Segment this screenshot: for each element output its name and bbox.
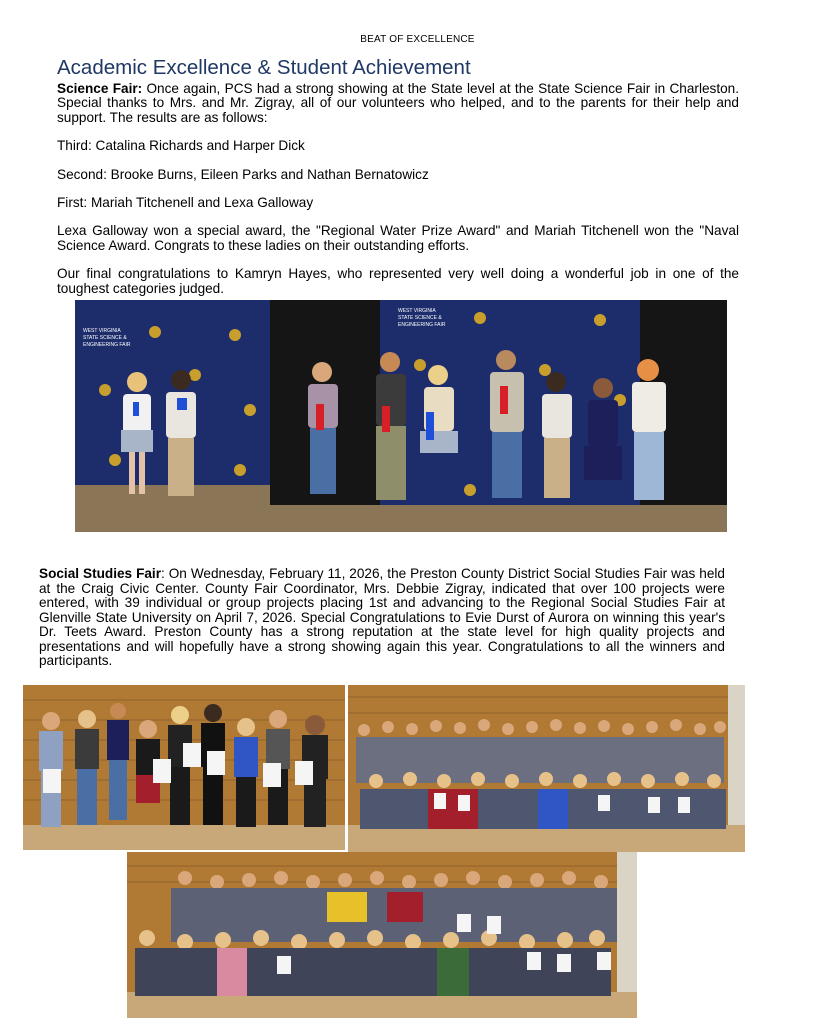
backdrop-label: WEST VIRGINIA [398,308,436,314]
backdrop-label: STATE SCIENCE & [83,335,127,341]
page-title: Academic Excellence & Student Achievement [57,56,471,79]
backdrop-label: WEST VIRGINIA [83,328,121,334]
science-fair-photo-2 [270,300,727,532]
backdrop-label: STATE SCIENCE & [398,315,442,321]
special-awards: Lexa Galloway won a special award, the "Regional Water Prize Award" and Mariah Titchenell won the "Naval Science Award. Congrats to these ladies on their outstanding efforts. [57,223,739,253]
social-studies-photo-2 [348,685,745,852]
science-intro-text: Once again, PCS had a strong showing at the State level at the State Science Fair in Charleston. Special thanks to Mrs. and Mr. Zigray, all of our volunteers who helped, and to the parents for their help and support. The results are as follows: [57,81,740,125]
second-place: Second: Brooke Burns, Eileen Parks and Nathan Bernatowicz [57,166,429,182]
social-text: : On Wednesday, February 11, 2026, the Preston County District Social Studies Fair was held at the Craig Civic Center. County Fair Coordinator, Mrs. Debbie Zigray, indicated that over 100 projects were entered, with 39 individual or group projects placing 1st and advancing to the Regional Social Studies Fair at Glenville State University on April 7, 2026. Special Congratulations to Evie Durst of Aurora on winning this year's Dr. Teets Award. Preston County has a strong reputation at the state level for high quality projects and presentations and will hopefully have a strong showing again this year. Congratulations to all the winners and participants. [39,566,725,668]
social-studies-photo-1 [23,685,345,850]
science-intro [57,82,739,125]
third-place: Third: Catalina Richards and Harper Dick [57,138,305,154]
backdrop-label: ENGINEERING FAIR [83,342,131,348]
science-fair-section [57,82,739,310]
social-label: Social Studies Fair [39,566,161,581]
newsletter-header: BEAT OF EXCELLENCE [360,34,475,45]
backdrop-label: ENGINEERING FAIR [398,322,446,328]
first-place: First: Mariah Titchenell and Lexa Galloway [57,195,314,211]
social-studies-photo-3 [127,852,637,1018]
social-studies-section [39,567,725,669]
science-label: Science Fair: [57,81,143,96]
science-fair-photo-1 [75,300,270,532]
final-congrats: Our final congratulations to Kamryn Hayes, who represented very well doing a wonderful job in one of the toughest categories judged. [57,266,739,296]
